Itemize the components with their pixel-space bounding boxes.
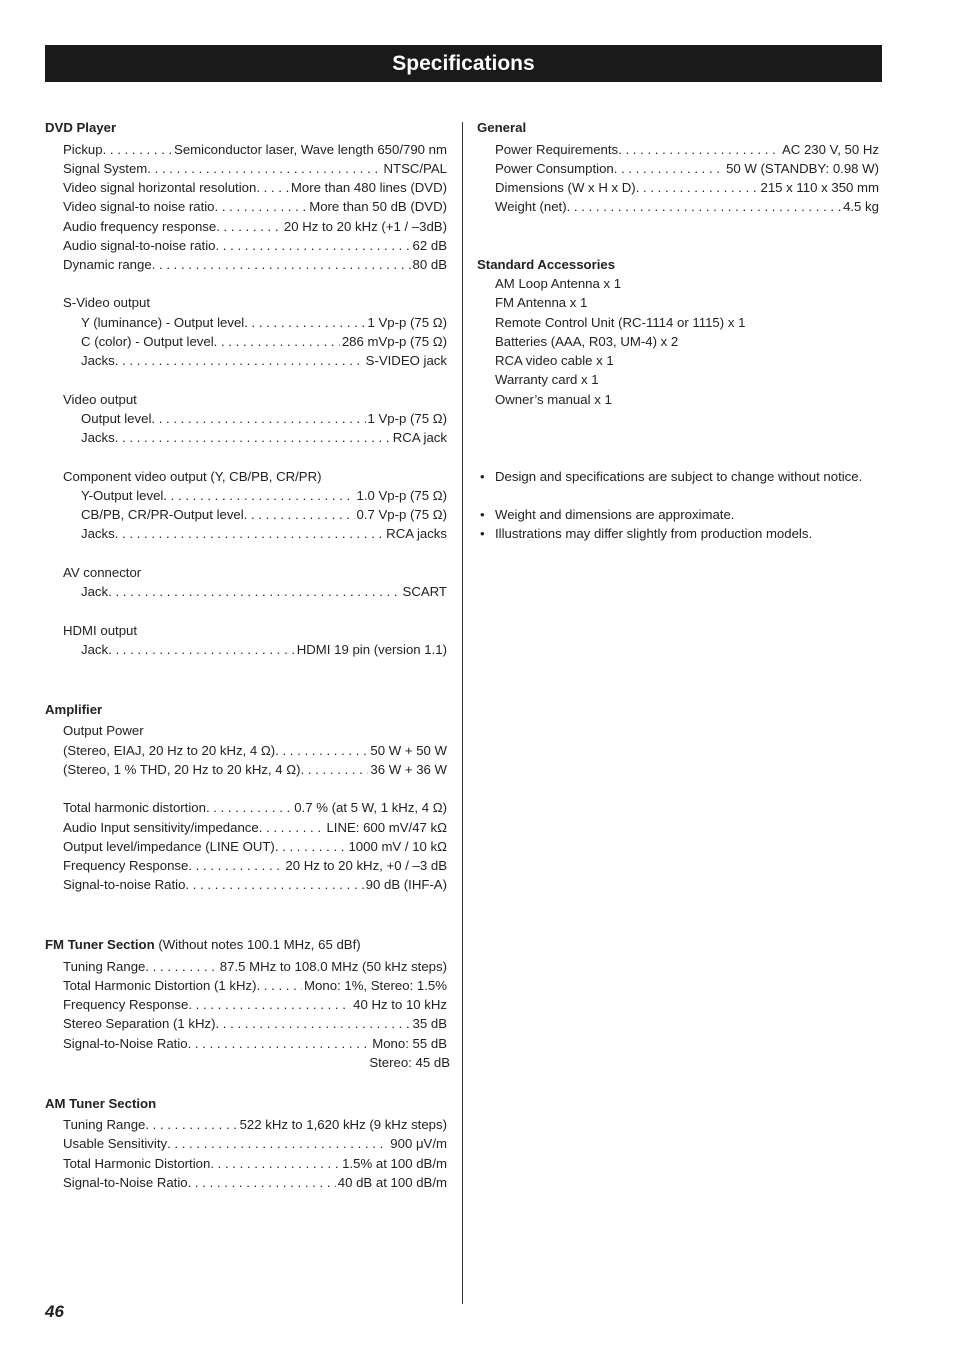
spec-label: Weight (net) (495, 199, 567, 214)
spec-amp-snr (63, 875, 447, 894)
note-text: Weight and dimensions are approximate. (495, 507, 735, 522)
bullet-icon: • (480, 526, 485, 541)
spec-audio-snr (63, 236, 447, 255)
spec-av-jack (81, 582, 447, 601)
spec-value: 0.7 Vp-p (75 Ω) (356, 507, 447, 522)
spec-value: 62 dB (412, 238, 447, 253)
spec-label: (Stereo, 1 % THD, 20 Hz to 20 kHz, 4 Ω) (63, 762, 301, 777)
spec-am-snr (63, 1173, 447, 1192)
spec-label: Jack (81, 584, 109, 599)
spec-value: 1000 mV / 10 kΩ (348, 839, 447, 854)
dvd-heading: DVD Player (45, 120, 117, 135)
spec-label: Signal System (63, 161, 148, 176)
spec-label: Jacks (81, 430, 115, 445)
spec-amp-thd (63, 798, 447, 817)
fm-heading-title: FM Tuner Section (45, 937, 155, 952)
amplifier-heading: Amplifier (45, 702, 103, 717)
spec-value: 87.5 MHz to 108.0 MHz (50 kHz steps) (219, 959, 447, 974)
general-heading: General (477, 120, 527, 135)
spec-am-sensitivity (63, 1134, 447, 1153)
spec-value: 40 Hz to 10 kHz (353, 997, 447, 1012)
spec-stereo-thd (63, 760, 447, 779)
spec-label: Dimensions (W x H x D) (495, 180, 636, 195)
spec-svideo-y (81, 313, 447, 332)
spec-value: Mono: 1%, Stereo: 1.5% (304, 978, 447, 993)
spec-hdmi-jack (81, 640, 447, 659)
spec-value: Semiconductor laser, Wave length 650/790 nm (174, 142, 447, 157)
video-output-heading: Video output (63, 392, 137, 407)
spec-value: SCART (402, 584, 447, 599)
spec-label: Signal-to-Noise Ratio (63, 1175, 188, 1190)
spec-fm-frequency (63, 995, 447, 1014)
spec-video-jacks (81, 428, 447, 447)
am-heading: AM Tuner Section (45, 1096, 157, 1111)
column-divider (462, 122, 463, 1304)
spec-power-requirements (495, 140, 879, 159)
spec-label: Tuning Range (63, 1117, 146, 1132)
spec-label: Power Requirements (495, 142, 619, 157)
spec-label: Usable Sensitivity (63, 1136, 168, 1151)
accessory-item: Owner’s manual x 1 (495, 392, 612, 407)
spec-svideo-jacks (81, 351, 447, 370)
spec-value: RCA jack (392, 430, 447, 445)
spec-label: Signal-to-Noise Ratio (63, 1036, 188, 1051)
spec-input-sensitivity (63, 818, 447, 837)
spec-label: Power Consumption (495, 161, 614, 176)
accessory-item: AM Loop Antenna x 1 (495, 276, 622, 291)
component-heading: Component video output (Y, CB/PB, CR/PR) (63, 469, 322, 484)
page-number: 46 (45, 1302, 64, 1321)
svideo-heading: S-Video output (63, 295, 151, 310)
spec-dimensions (495, 178, 879, 197)
accessory-item: Batteries (AAA, R03, UM-4) x 2 (495, 334, 679, 349)
spec-value: 1.0 Vp-p (75 Ω) (356, 488, 447, 503)
spec-value: HDMI 19 pin (version 1.1) (296, 642, 447, 657)
spec-label: Stereo Separation (1 kHz) (63, 1016, 216, 1031)
spec-value: 1 Vp-p (75 Ω) (367, 411, 447, 426)
spec-label: (Stereo, EIAJ, 20 Hz to 20 kHz, 4 Ω) (63, 743, 276, 758)
spec-label: Audio signal-to-noise ratio (63, 238, 216, 253)
spec-label: Tuning Range (63, 959, 146, 974)
fm-heading (45, 935, 361, 954)
spec-svideo-c (81, 332, 447, 351)
accessories-heading: Standard Accessories (477, 257, 616, 272)
spec-label: C (color) - Output level (81, 334, 214, 349)
spec-label: Output level/impedance (LINE OUT) (63, 839, 275, 854)
spec-value: More than 480 lines (DVD) (290, 180, 447, 195)
spec-value: 36 W + 36 W (370, 762, 447, 777)
spec-audio-frequency (63, 217, 447, 236)
hdmi-heading: HDMI output (63, 623, 138, 638)
spec-value: 215 x 110 x 350 mm (760, 180, 879, 195)
output-power-heading: Output Power (63, 723, 144, 738)
accessory-item: Remote Control Unit (RC-1114 or 1115) x 1 (495, 315, 746, 330)
spec-value: More than 50 dB (DVD) (309, 199, 447, 214)
fm-heading-note: (Without notes 100.1 MHz, 65 dBf) (158, 937, 361, 952)
spec-amp-frequency (63, 856, 447, 875)
spec-fm-tuning (63, 957, 447, 976)
note-text: Illustrations may differ slightly from production models. (495, 526, 813, 541)
spec-value: 20 Hz to 20 kHz (+1 / –3dB) (283, 219, 447, 234)
spec-value: 1 Vp-p (75 Ω) (367, 315, 447, 330)
spec-value: LINE: 600 mV/47 kΩ (326, 820, 447, 835)
spec-label: Total Harmonic Distortion (1 kHz) (63, 978, 257, 993)
spec-value: Mono: 55 dB (372, 1036, 447, 1051)
spec-value: 900 μV/m (390, 1136, 447, 1151)
spec-video-snr (63, 197, 447, 216)
spec-label: CB/PB, CR/PR-Output level (81, 507, 244, 522)
spec-fm-snr-stereo: Stereo: 45 dB (369, 1055, 450, 1070)
spec-video-resolution (63, 178, 447, 197)
note-item (480, 467, 882, 486)
spec-weight (495, 197, 879, 216)
spec-label: Y (luminance) - Output level (81, 315, 245, 330)
spec-value: 0.7 % (at 5 W, 1 kHz, 4 Ω) (294, 800, 447, 815)
spec-label: Frequency Response (63, 997, 189, 1012)
spec-fm-snr (63, 1034, 447, 1053)
spec-value: 50 W + 50 W (370, 743, 447, 758)
spec-am-tuning (63, 1115, 447, 1134)
spec-stereo-eiaj (63, 741, 447, 760)
accessory-item: FM Antenna x 1 (495, 295, 588, 310)
spec-label: Total Harmonic Distortion (63, 1156, 211, 1171)
spec-value: 35 dB (412, 1016, 447, 1031)
spec-label: Video signal horizontal resolution (63, 180, 257, 195)
note-item (480, 524, 882, 543)
av-heading: AV connector (63, 565, 142, 580)
spec-label: Y-Output level (81, 488, 164, 503)
spec-power-consumption (495, 159, 879, 178)
spec-label: Signal-to-noise Ratio (63, 877, 186, 892)
bullet-icon: • (480, 507, 485, 522)
spec-label: Jacks (81, 526, 115, 541)
spec-value: 40 dB at 100 dB/m (337, 1175, 447, 1190)
spec-label: Jacks (81, 353, 115, 368)
spec-label: Video signal-to noise ratio (63, 199, 215, 214)
spec-value: 4.5 kg (843, 199, 879, 214)
note-text: Design and specifications are subject to change without notice. (495, 469, 863, 484)
spec-value: S-VIDEO jack (365, 353, 447, 368)
spec-label: Frequency Response (63, 858, 189, 873)
accessory-item: Warranty card x 1 (495, 372, 599, 387)
spec-label: Total harmonic distortion (63, 800, 206, 815)
spec-fm-separation (63, 1014, 447, 1033)
spec-pickup (63, 140, 447, 159)
page-title: Specifications (45, 45, 882, 82)
spec-label: Dynamic range (63, 257, 152, 272)
spec-component-jacks (81, 524, 447, 543)
spec-value: 20 Hz to 20 kHz, +0 / –3 dB (285, 858, 447, 873)
spec-value: 50 W (STANDBY: 0.98 W) (726, 161, 879, 176)
spec-value: 286 mVp-p (75 Ω) (341, 334, 447, 349)
bullet-icon: • (480, 469, 485, 484)
spec-value: AC 230 V, 50 Hz (781, 142, 879, 157)
note-item (480, 505, 882, 524)
spec-label: Audio frequency response (63, 219, 217, 234)
spec-value: 522 kHz to 1,620 kHz (9 kHz steps) (239, 1117, 447, 1132)
spec-value: RCA jacks (386, 526, 447, 541)
spec-signal-system (63, 159, 447, 178)
spec-line-out (63, 837, 447, 856)
spec-dynamic-range (63, 255, 447, 274)
spec-am-thd (63, 1154, 447, 1173)
spec-value: NTSC/PAL (383, 161, 447, 176)
spec-component-y (81, 486, 447, 505)
spec-label: Jack (81, 642, 109, 657)
spec-value: 1.5% at 100 dB/m (342, 1156, 447, 1171)
spec-component-c (81, 505, 447, 524)
spec-label: Audio Input sensitivity/impedance (63, 820, 259, 835)
spec-label: Output level (81, 411, 152, 426)
spec-value: 80 dB (412, 257, 447, 272)
accessory-item: RCA video cable x 1 (495, 353, 614, 368)
spec-video-level (81, 409, 447, 428)
spec-value: 90 dB (IHF-A) (365, 877, 447, 892)
spec-fm-thd (63, 976, 447, 995)
spec-label: Pickup (63, 142, 103, 157)
